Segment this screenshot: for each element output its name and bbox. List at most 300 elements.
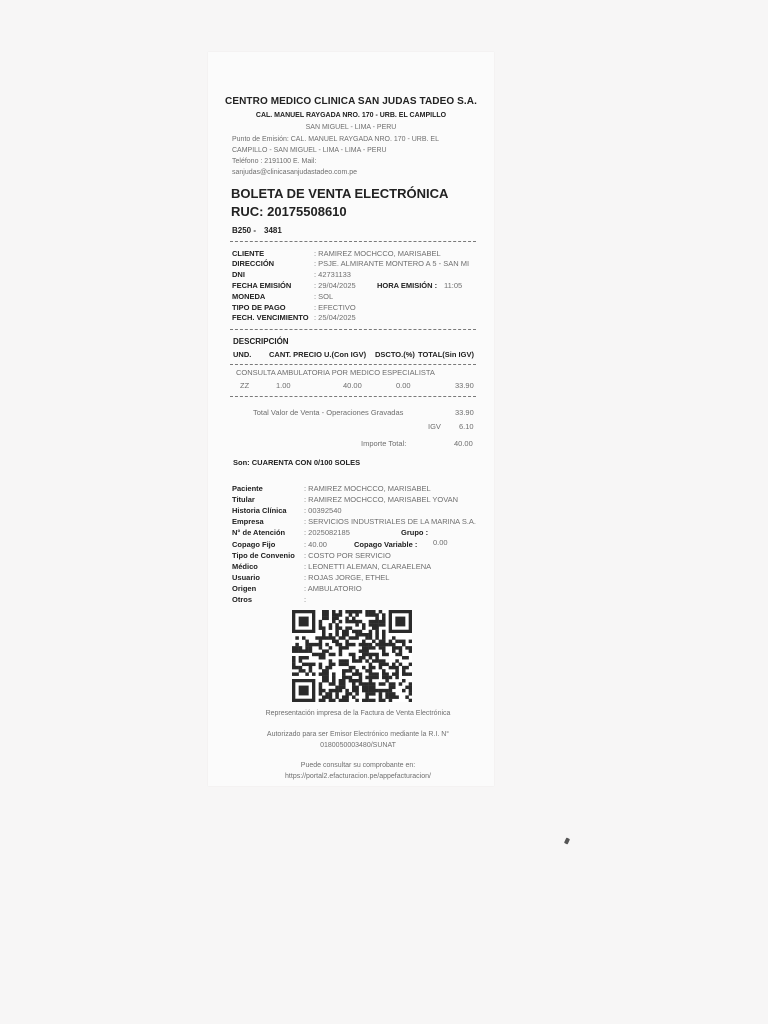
qr-module — [402, 643, 406, 646]
qr-module — [395, 646, 399, 649]
qr-module — [365, 692, 369, 695]
qr-module — [332, 663, 336, 666]
address-label: DIRECCIÓN — [232, 259, 275, 268]
group-label: Grupo : — [401, 528, 429, 537]
qr-module — [375, 689, 379, 692]
divider — [230, 364, 476, 365]
qr-module — [342, 682, 346, 685]
qr-module — [332, 610, 336, 613]
qr-module — [349, 692, 353, 695]
qr-module — [335, 630, 339, 633]
qr-module — [325, 617, 329, 620]
qr-module — [319, 653, 323, 656]
qr-module — [349, 620, 353, 623]
qr-module — [385, 679, 389, 682]
patient-name: RAMIREZ MOCHCCO, MARISABEL — [308, 484, 431, 493]
qr-module — [329, 663, 333, 666]
qr-module — [409, 682, 412, 685]
paper-speck — [564, 837, 570, 844]
item-price: 40.00 — [343, 381, 362, 390]
qr-module — [352, 653, 356, 656]
qr-module — [405, 686, 409, 689]
qr-module — [295, 666, 299, 669]
company-label: Empresa — [232, 517, 264, 526]
qr-code-graphic — [292, 610, 412, 702]
qr-module — [295, 643, 299, 646]
qr-module — [325, 610, 329, 613]
qr-module — [322, 630, 326, 633]
qr-module — [365, 636, 369, 639]
qr-module — [365, 633, 369, 636]
qr-module — [342, 646, 346, 649]
qr-module — [359, 620, 363, 623]
qr-module — [402, 656, 406, 659]
qr-module — [322, 676, 326, 679]
qr-module — [362, 656, 366, 659]
qr-module — [375, 656, 379, 659]
qr-module — [329, 682, 333, 685]
others-label: Otros — [232, 595, 253, 604]
qr-module — [299, 646, 303, 649]
total-amount-value: 40.00 — [454, 439, 473, 448]
qr-module — [379, 659, 383, 662]
qr-module — [325, 649, 329, 652]
qr-module — [392, 636, 396, 639]
qr-module — [342, 679, 346, 682]
user-name: ROJAS JORGE, ETHEL — [308, 573, 390, 582]
qr-module — [329, 699, 333, 702]
qr-module — [345, 640, 349, 643]
qr-module — [382, 623, 386, 626]
qr-module — [349, 679, 353, 682]
qr-module — [369, 653, 373, 656]
qr-module — [402, 679, 406, 682]
client-value: : RAMIREZ MOCHCCO, MARISABEL — [314, 249, 441, 258]
qr-module — [362, 699, 366, 702]
qr-module — [309, 649, 313, 652]
emission-point-line-2: CAMPILLO - SAN MIGUEL - LIMA - LIMA - PERU — [232, 147, 387, 154]
qr-module — [402, 666, 406, 669]
qr-module — [292, 666, 296, 669]
qr-module — [329, 659, 333, 662]
qr-module — [405, 656, 409, 659]
qr-module — [382, 672, 386, 675]
client-label: CLIENTE — [232, 249, 265, 258]
fixed-copay-value: : 40.00 — [304, 540, 327, 549]
qr-module — [365, 653, 369, 656]
qr-module — [342, 686, 346, 689]
qr-module — [305, 646, 309, 649]
qr-module — [379, 643, 383, 646]
qr-module — [339, 659, 343, 662]
taxable-total-label: Total Valor de Venta - Operaciones Gravadas — [253, 408, 404, 417]
qr-module — [345, 676, 349, 679]
qr-module — [392, 672, 396, 675]
qr-module — [362, 653, 366, 656]
qr-module — [399, 640, 403, 643]
qr-module — [349, 666, 353, 669]
qr-module — [339, 686, 343, 689]
holder-label: Titular — [232, 495, 255, 504]
qr-module — [369, 643, 373, 646]
qr-module — [402, 640, 406, 643]
qr-module — [369, 636, 373, 639]
qr-module — [332, 617, 336, 620]
qr-module — [345, 663, 349, 666]
qr-module — [335, 623, 339, 626]
qr-module — [339, 620, 343, 623]
qr-module — [342, 669, 346, 672]
qr-module — [402, 672, 406, 675]
qr-module — [319, 656, 323, 659]
currency-label: MONEDA — [232, 292, 266, 301]
qr-module — [409, 640, 412, 643]
qr-module — [342, 672, 346, 675]
qr-module — [319, 663, 323, 666]
qr-module — [355, 623, 359, 626]
qr-module — [375, 676, 379, 679]
qr-module — [409, 689, 412, 692]
qr-module — [329, 689, 333, 692]
qr-module — [332, 682, 336, 685]
qr-module — [292, 646, 296, 649]
qr-module — [319, 689, 323, 692]
qr-module — [329, 636, 333, 639]
qr-module — [295, 672, 299, 675]
doctor-value: : LEONETTI ALEMAN, CLARAELENA — [304, 562, 432, 571]
qr-module — [349, 610, 353, 613]
qr-module — [392, 692, 396, 695]
qr-module — [352, 620, 356, 623]
qr-module — [315, 653, 319, 656]
printed-representation-note: Representación impresa de la Factura de Venta Electrónica — [265, 710, 451, 717]
qr-module — [379, 623, 383, 626]
attention-number-label: N° de Atención — [232, 528, 286, 537]
qr-module — [385, 692, 389, 695]
qr-module — [325, 676, 329, 679]
qr-module — [329, 692, 333, 695]
company-city: SAN MIGUEL - LIMA - PERU — [305, 124, 397, 131]
qr-module — [322, 626, 326, 629]
qr-module — [312, 653, 316, 656]
qr-module — [352, 682, 356, 685]
qr-module — [369, 666, 373, 669]
qr-module — [355, 633, 359, 636]
qr-module — [339, 643, 343, 646]
qr-module — [379, 646, 383, 649]
qr-module — [319, 623, 323, 626]
qr-module — [392, 663, 396, 666]
qr-module — [372, 676, 376, 679]
column-und: UND. — [233, 350, 252, 359]
qr-module — [322, 613, 326, 616]
qr-module — [355, 679, 359, 682]
group-label-text: Grupo — [401, 528, 424, 537]
qr-module — [345, 617, 349, 620]
qr-module — [355, 636, 359, 639]
authorization-line-2: 0180050003480/SUNAT — [320, 742, 396, 749]
qr-module — [325, 613, 329, 616]
qr-module — [379, 663, 383, 666]
qr-module — [332, 640, 336, 643]
qr-module — [382, 669, 386, 672]
emission-time-value: 11:05 — [444, 281, 463, 290]
qr-module — [355, 630, 359, 633]
qr-module — [372, 686, 376, 689]
qr-module — [322, 656, 326, 659]
qr-module — [295, 646, 299, 649]
qr-module — [315, 643, 319, 646]
qr-module — [322, 653, 326, 656]
qr-module — [332, 672, 336, 675]
qr-module — [362, 682, 366, 685]
qr-module — [352, 643, 356, 646]
qr-module — [319, 692, 323, 695]
divider — [230, 396, 476, 397]
qr-module — [332, 636, 336, 639]
qr-module — [379, 666, 383, 669]
attention-number: 2025082185 — [308, 528, 350, 537]
qr-module — [395, 666, 399, 669]
qr-module — [355, 672, 359, 675]
qr-module — [339, 689, 343, 692]
qr-module — [382, 663, 386, 666]
qr-module — [352, 617, 356, 620]
qr-module — [302, 656, 306, 659]
patient-value: : RAMIREZ MOCHCCO, MARISABEL — [304, 484, 431, 493]
qr-module — [372, 699, 376, 702]
qr-module — [299, 617, 309, 627]
qr-module — [325, 695, 329, 698]
qr-module — [375, 659, 379, 662]
qr-module — [345, 646, 349, 649]
consult-line: Puede consultar su comprobante en: — [300, 762, 416, 769]
qr-module — [325, 643, 329, 646]
qr-module — [382, 630, 386, 633]
qr-module — [389, 699, 393, 702]
qr-module — [322, 699, 326, 702]
qr-module — [352, 695, 356, 698]
qr-module — [332, 613, 336, 616]
qr-module — [355, 689, 359, 692]
consult-url[interactable]: https://portal2.efacturacion.pe/appefacturacion/ — [285, 773, 431, 780]
qr-module — [402, 689, 406, 692]
qr-module — [369, 692, 373, 695]
qr-module — [399, 649, 403, 652]
qr-module — [322, 610, 326, 613]
ruc-number: RUC: 20175508610 — [231, 204, 347, 219]
qr-module — [342, 636, 346, 639]
qr-module — [365, 689, 369, 692]
qr-module — [409, 692, 412, 695]
qr-module — [365, 669, 369, 672]
qr-module — [365, 695, 369, 698]
qr-module — [365, 649, 369, 652]
qr-module — [409, 663, 412, 666]
qr-module — [355, 610, 359, 613]
qr-module — [382, 689, 386, 692]
agreement-type-value: : COSTO POR SERVICIO — [304, 551, 391, 560]
qr-module — [372, 613, 376, 616]
qr-module — [312, 663, 316, 666]
attention-number-value: : 2025082185 — [304, 528, 350, 537]
qr-module — [335, 613, 339, 616]
qr-module — [292, 649, 296, 652]
qr-module — [309, 663, 313, 666]
variable-copay-label-text: Copago Variable — [354, 540, 413, 549]
qr-module — [335, 689, 339, 692]
qr-module — [319, 636, 323, 639]
qr-module — [372, 666, 376, 669]
qr-module — [395, 669, 399, 672]
qr-module — [359, 643, 363, 646]
qr-module — [319, 626, 323, 629]
qr-module — [385, 643, 389, 646]
qr-module — [355, 692, 359, 695]
qr-module — [385, 653, 389, 656]
qr-module — [342, 699, 346, 702]
qr-module — [335, 617, 339, 620]
origin-value: : AMBULATORIO — [304, 584, 362, 593]
qr-module — [382, 620, 386, 623]
qr-module — [319, 643, 323, 646]
qr-module — [362, 649, 366, 652]
qr-module — [305, 649, 309, 652]
item-unit: ZZ — [240, 381, 250, 390]
fixed-copay-amount: 40.00 — [308, 540, 327, 549]
divider — [230, 241, 476, 242]
qr-module — [382, 682, 386, 685]
qr-module — [389, 666, 393, 669]
qr-module — [325, 679, 329, 682]
qr-module — [345, 689, 349, 692]
qr-module — [362, 689, 366, 692]
qr-module — [305, 663, 309, 666]
qr-module — [392, 646, 396, 649]
qr-module — [362, 643, 366, 646]
qr-module — [369, 613, 373, 616]
qr-module — [342, 676, 346, 679]
qr-module — [349, 613, 353, 616]
qr-module — [375, 653, 379, 656]
qr-module — [362, 666, 366, 669]
qr-module — [382, 646, 386, 649]
qr-module — [402, 669, 406, 672]
company-value: : SERVICIOS INDUSTRIALES DE LA MARINA S.A. — [304, 517, 476, 526]
variable-copay-label: Copago Variable : — [354, 540, 418, 549]
qr-module — [375, 617, 379, 620]
qr-module — [355, 613, 359, 616]
qr-module — [339, 626, 343, 629]
qr-module — [349, 636, 353, 639]
column-discount: DSCTO.(%) — [375, 350, 415, 359]
item-description: CONSULTA AMBULATORIA POR MEDICO ESPECIALISTA — [236, 368, 435, 377]
qr-module — [352, 636, 356, 639]
qr-module — [345, 630, 349, 633]
divider — [230, 329, 476, 330]
description-section-label: DESCRIPCIÓN — [233, 337, 289, 346]
clinical-history-number: 00392540 — [308, 506, 342, 515]
qr-module — [379, 699, 383, 702]
qr-module — [395, 695, 399, 698]
qr-module — [362, 623, 366, 626]
qr-module — [389, 689, 393, 692]
qr-module — [299, 649, 303, 652]
qr-module — [349, 669, 353, 672]
qr-module — [352, 656, 356, 659]
company-address: CAL. MANUEL RAYGADA NRO. 170 - URB. EL CAMPILLO — [255, 112, 447, 119]
qr-module — [375, 620, 379, 623]
qr-module — [302, 669, 306, 672]
qr-module — [375, 636, 379, 639]
qr-module — [369, 682, 373, 685]
qr-module — [385, 689, 389, 692]
qr-module — [349, 676, 353, 679]
qr-module — [299, 686, 309, 696]
clinical-history-value: : 00392540 — [304, 506, 342, 515]
qr-module — [372, 692, 376, 695]
qr-module — [292, 663, 296, 666]
qr-module — [369, 686, 373, 689]
qr-module — [409, 699, 412, 702]
patient-label: Paciente — [232, 484, 263, 493]
qr-module — [362, 626, 366, 629]
qr-module — [365, 613, 369, 616]
qr-module — [319, 672, 323, 675]
qr-module — [369, 610, 373, 613]
company-name: CENTRO MEDICO CLINICA SAN JUDAS TADEO S.A. — [225, 96, 477, 107]
qr-module — [365, 699, 369, 702]
qr-module — [355, 620, 359, 623]
qr-module — [385, 672, 389, 675]
qr-module — [405, 646, 409, 649]
qr-module — [322, 669, 326, 672]
qr-module — [345, 699, 349, 702]
qr-module — [372, 640, 376, 643]
qr-module — [319, 666, 323, 669]
qr-module — [372, 626, 376, 629]
column-total: TOTAL(Sin IGV) — [418, 350, 474, 359]
taxable-total-value: 33.90 — [455, 408, 474, 417]
qr-module — [342, 695, 346, 698]
qr-module — [379, 689, 383, 692]
qr-module — [322, 636, 326, 639]
qr-module — [322, 649, 326, 652]
qr-module — [392, 649, 396, 652]
qr-module — [369, 679, 373, 682]
qr-module — [305, 643, 309, 646]
qr-module — [375, 633, 379, 636]
document-title: BOLETA DE VENTA ELECTRÓNICA — [231, 186, 449, 201]
clinical-history-label: Historia Clínica — [232, 506, 287, 515]
qr-module — [392, 643, 396, 646]
origin-label: Origen — [232, 584, 257, 593]
qr-module — [339, 649, 343, 652]
qr-module — [299, 666, 303, 669]
qr-module — [399, 646, 403, 649]
qr-module — [379, 610, 383, 613]
qr-module — [375, 613, 379, 616]
qr-module — [345, 626, 349, 629]
qr-module — [352, 630, 356, 633]
qr-module — [369, 630, 373, 633]
qr-module — [292, 672, 296, 675]
qr-module — [359, 679, 363, 682]
qr-module — [385, 695, 389, 698]
qr-module — [405, 695, 409, 698]
qr-module — [299, 669, 303, 672]
qr-module — [312, 672, 316, 675]
